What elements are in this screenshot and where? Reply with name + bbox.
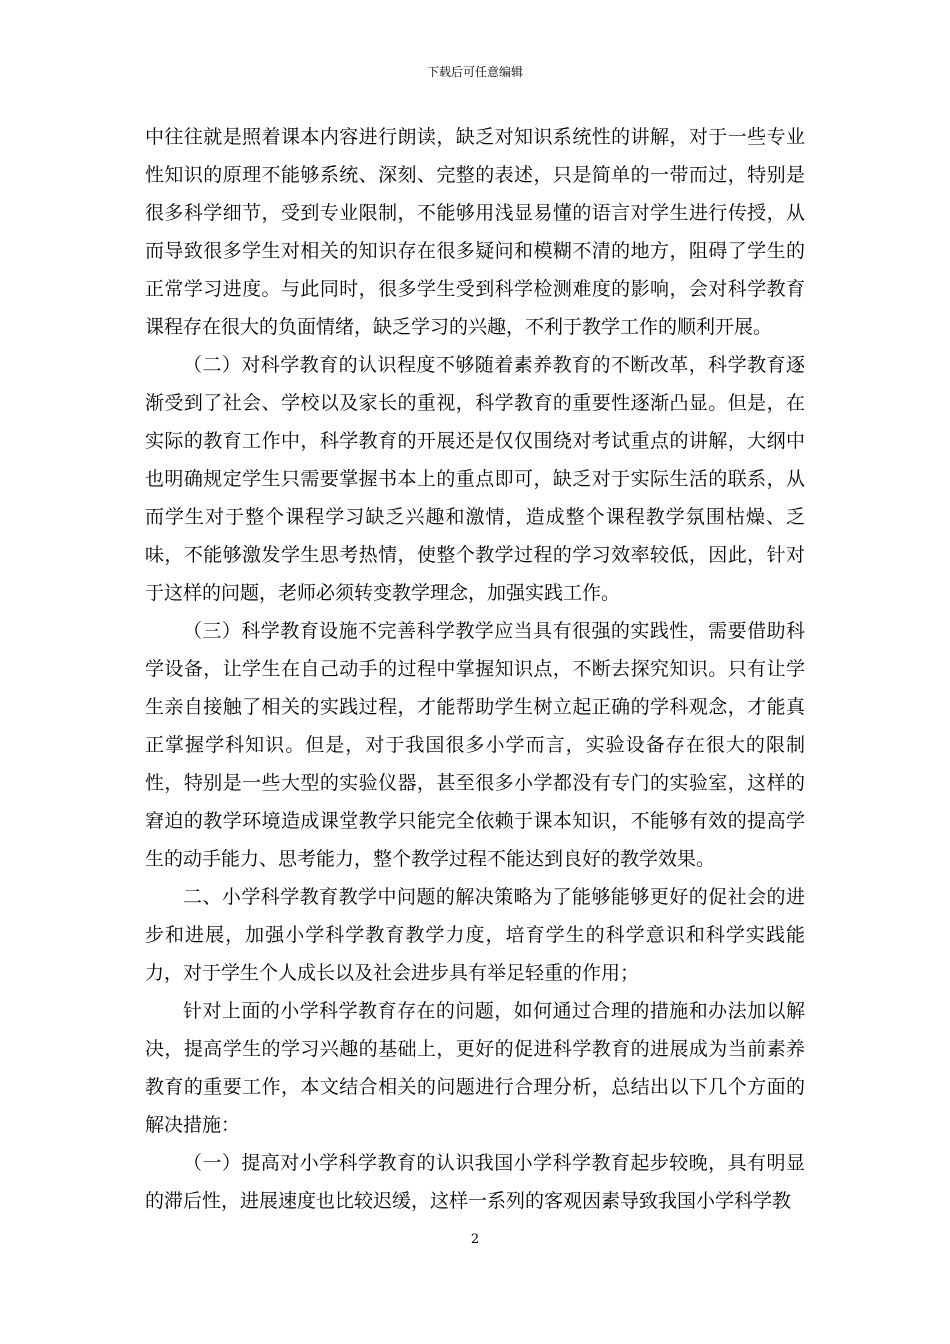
page-number: 2 bbox=[470, 1232, 480, 1247]
paragraph-continuation: 中往往就是照着课本内容进行朗读，缺乏对知识系统性的讲解，对于一些专业性知识的原理不能够系统、深刻、完整的表述，只是简单的一带而过，特别是很多科学细节，受到专业限制，不能够用浅显易懂的语言对学生进行传授，从而导致很多学生对相关的知识存在很多疑问和模糊不清的地方，阻碍了学生的正常学习进度。与此同时，很多学生受到科学检测难度的影响，会对科学教育课程存在很大的负面情绪，缺乏学习的兴趣，不利于教学工作的顺利开展。 bbox=[145, 126, 805, 338]
paragraph-strategy-1: （一）提高对小学科学教育的认识我国小学科学教育起步较晚，具有明显的滞后性，进展速度也比较迟缓，这样一系列的客观因素导致我国小学科学教 bbox=[145, 1152, 805, 1212]
paragraph-strategy-intro: 针对上面的小学科学教育存在的问题，如何通过合理的措施和办法加以解决，提高学生的学习兴趣的基础上，更好的促进科学教育的进展成为当前素养教育的重要工作，本文结合相关的问题进行合理分析，总结出以下几个方面的解决措施： bbox=[145, 1000, 805, 1136]
document-body bbox=[145, 118, 805, 1220]
paragraph-section-2: （二）对科学教育的认识程度不够随着素养教育的不断改革，科学教育逐渐受到了社会、学校以及家长的重视，科学教育的重要性逐渐凸显。但是，在实际的教育工作中，科学教育的开展还是仅仅围绕对考试重点的讲解，大纲中也明确规定学生只需要掌握书本上的重点即可，缺乏对于实际生活的联系，从而学生对于整个课程学习缺乏兴趣和激情，造成整个课程教学氛围枯燥、乏味，不能够激发学生思考热情，使整个教学过程的学习效率较低，因此，针对于这样的问题，老师必须转变教学理念，加强实践工作。 bbox=[145, 354, 805, 604]
paragraph-section-3: （三）科学教育设施不完善科学教学应当具有很强的实践性，需要借助科学设备，让学生在自己动手的过程中掌握知识点，不断去探究知识。只有让学生亲自接触了相关的实践过程，才能帮助学生树立起正确的学科观念，才能真正掌握学科知识。但是，对于我国很多小学而言，实验设备存在很大的限制性，特别是一些大型的实验仪器，甚至很多小学都没有专门的实验室，这样的窘迫的教学环境造成课堂教学只能完全依赖于课本知识，不能够有效的提高学生的动手能力、思考能力，整个教学过程不能达到良好的教学效果。 bbox=[145, 620, 805, 870]
paragraph-strategy-heading: 二、小学科学教育教学中问题的解决策略为了能够能够更好的促社会的进步和进展，加强小学科学教育教学力度，培育学生的科学意识和科学实践能力，对于学生个人成长以及社会进步具有举足轻重的作用； bbox=[145, 886, 805, 984]
page-header: 下载后可任意编辑 bbox=[426, 65, 523, 79]
